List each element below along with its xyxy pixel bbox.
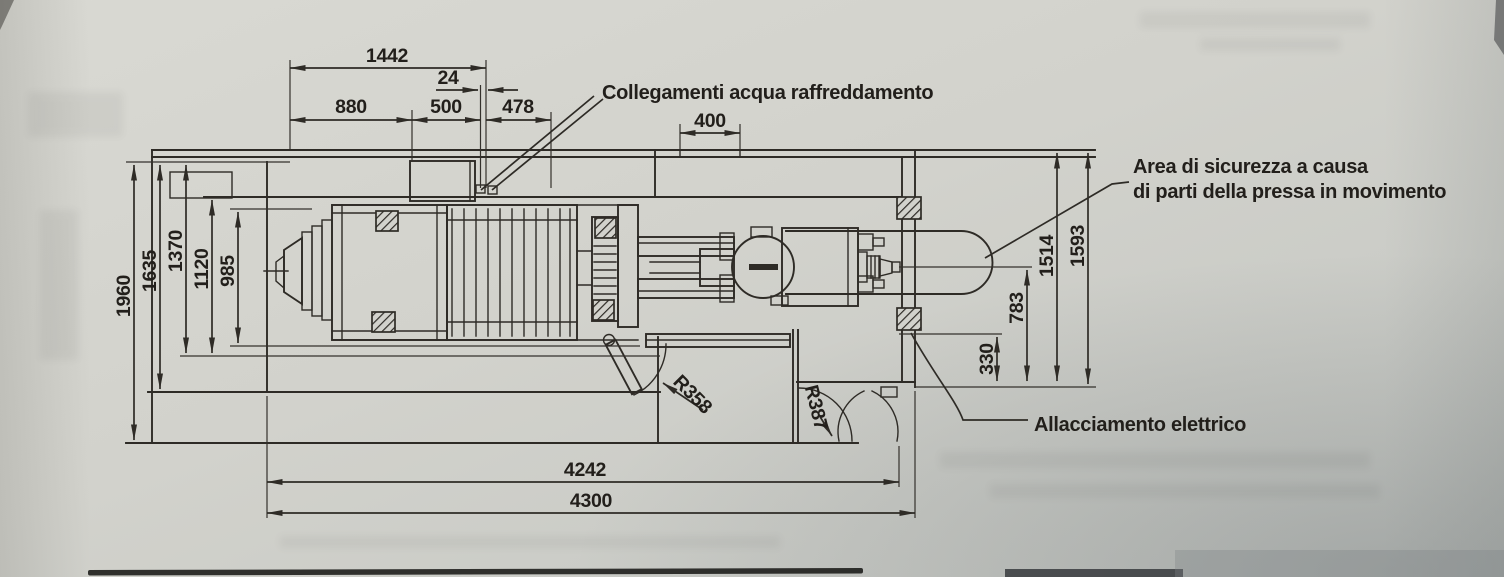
callout-safety-area-line2: di parti della pressa in movimento (1133, 181, 1447, 203)
dim-label-24: 24 (437, 67, 459, 89)
radius-label-r387: R387 (799, 382, 833, 433)
electrical-connection-pad (897, 308, 921, 330)
dim-label-1514: 1514 (1036, 234, 1058, 278)
dim-label-985: 985 (217, 255, 239, 287)
dim-label-400: 400 (694, 110, 726, 132)
dim-label-4300: 4300 (569, 490, 613, 512)
scan-shadow-bottom-right (1175, 550, 1504, 577)
dim-label-783: 783 (1006, 292, 1028, 324)
callout-cooling-water: Collegamenti acqua raffreddamento (602, 82, 934, 104)
dim-label-1442: 1442 (365, 45, 409, 67)
radius-label-r358: R358 (668, 370, 717, 419)
dim-label-1593: 1593 (1067, 224, 1089, 268)
dim-label-880: 880 (335, 96, 367, 118)
dim-label-500: 500 (430, 96, 462, 118)
dim-label-478: 478 (502, 96, 534, 118)
callout-safety-area-line1: Area di sicurezza a causa (1133, 156, 1368, 178)
safety-pad-top (897, 197, 921, 219)
dim-label-1635: 1635 (139, 249, 161, 293)
dim-label-1960: 1960 (113, 274, 135, 318)
dim-label-4242: 4242 (563, 459, 607, 481)
callout-electrical-connection: Allacciamento elettrico (1034, 414, 1247, 436)
dim-label-1370: 1370 (165, 229, 187, 273)
dim-label-330: 330 (976, 343, 998, 375)
scan-edge-strip-right (1005, 569, 1183, 577)
dim-label-1120: 1120 (191, 248, 213, 290)
